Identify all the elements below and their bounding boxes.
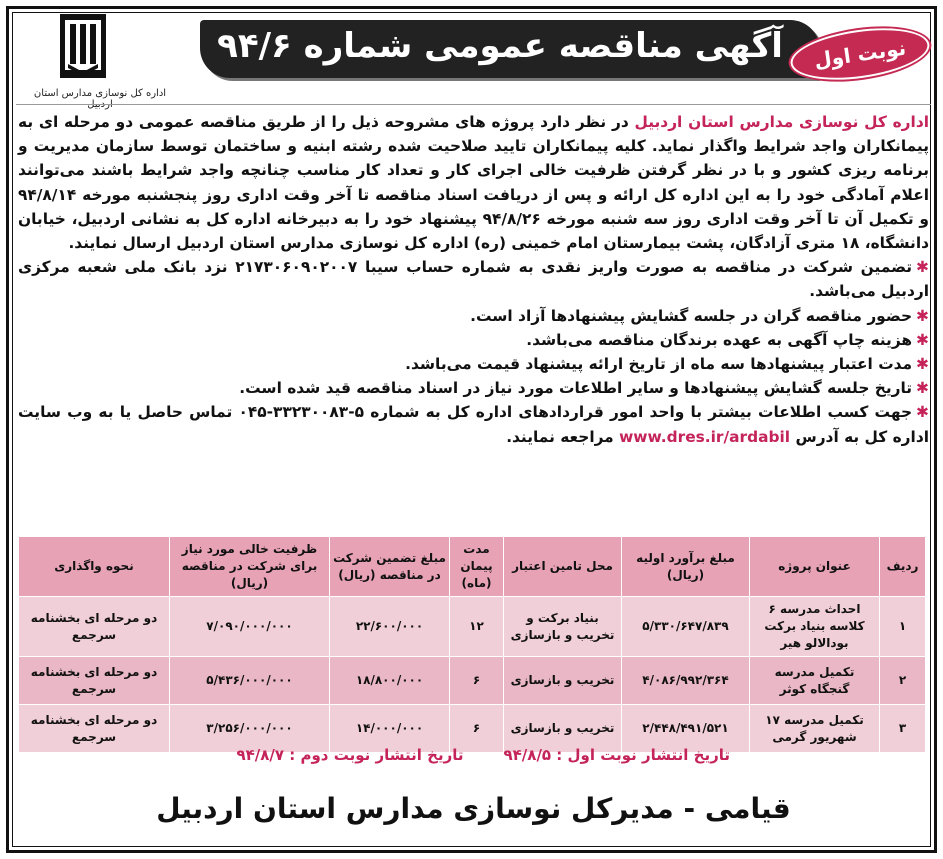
- organization-logo-icon: [60, 14, 106, 78]
- intro-org-name: اداره کل نوسازی مدارس استان اردبیل: [634, 113, 929, 131]
- bullet-item: [18, 304, 929, 328]
- table-cell: دو مرحله ای بخشنامه سرجمع: [19, 705, 170, 753]
- table-cell: تخریب و بازسازی: [504, 705, 622, 753]
- intro-text: در نظر دارد پروژه های مشروحه ذیل را از طریق مناقصه عمومی دو مرحله ای به پیمانکاران واجد شرایط واگذار نماید. کلیه پیمانکاران تایید صلاحیت شده رشته ابنیه و ساختمان توسط سازمان مدیریت و برنامه ریزی کشور و با در نظر گرفتن ظرفیت خالی اجرای کار و تعداد کار مناسب چنانچه واجد شرایط باشند می‌توانند اعلام آمادگی خود را به این اداره کل ارائه و پس از دریافت اسناد مناقصه تا آخر وقت اداری روز پنجشنبه مورخه ۹۴/۸/۱۴ و تکمیل آن تا آخر وقت اداری روز سه شنبه مورخه ۹۴/۸/۲۶ پیشنهاد خود را به دبیرخانه اداره کل به نشانی اردبیل، خیابان دانشگاه، ۱۸ متری آزادگان، پشت بیمارستان امام خمینی (ره) اداره کل نوسازی مدارس استان اردبیل ارسال نمایند.: [18, 113, 930, 253]
- bullet-icon: ✱: [916, 306, 929, 325]
- table-cell: ۲: [880, 657, 926, 705]
- bullet-item: [18, 255, 929, 303]
- table-cell: ۳/۲۵۶/۰۰۰/۰۰۰: [170, 705, 330, 753]
- first-publication-date: تاریخ انتشار نوبت اول : ۹۴/۸/۵: [503, 746, 730, 764]
- table-header-row: [19, 537, 926, 597]
- table-cell: ۲۲/۶۰۰/۰۰۰: [330, 597, 450, 657]
- bullet-icon: ✱: [916, 379, 929, 398]
- bullet-item: [18, 328, 929, 352]
- table-cell: ۶: [450, 657, 504, 705]
- website-link[interactable]: www.dres.ir/ardabil: [619, 427, 791, 446]
- column-header: محل تامین اعتبار: [504, 537, 622, 597]
- table-cell: ۲/۴۴۸/۴۹۱/۵۲۱: [622, 705, 750, 753]
- organization-name-small: اداره کل نوسازی مدارس استان اردبیل: [33, 88, 167, 110]
- table-cell: ۴/۰۸۶/۹۹۲/۳۶۴: [622, 657, 750, 705]
- column-header: مدت پیمان (ماه): [450, 537, 504, 597]
- second-publication-date: تاریخ انتشار نوبت دوم : ۹۴/۸/۷: [236, 746, 464, 764]
- projects-table: [18, 536, 926, 753]
- table-row: [19, 657, 926, 705]
- table-cell: ۳: [880, 705, 926, 753]
- column-header: مبلغ تضمین شرکت در مناقصه (ریال): [330, 537, 450, 597]
- bullet-text: مدت اعتبار پیشنهادها سه ماه از تاریخ ارائه پیشنهاد قیمت می‌باشد.: [405, 355, 913, 374]
- table-cell: ۱۲: [450, 597, 504, 657]
- column-header: ردیف: [880, 537, 926, 597]
- bullet-icon: ✱: [916, 355, 929, 374]
- page-title: آگهی مناقصه عمومی شماره ۹۴/۶: [217, 26, 783, 66]
- bullet-icon: ✱: [916, 403, 929, 422]
- header-divider: [16, 104, 931, 105]
- bullet-icon: ✱: [916, 330, 929, 349]
- contact-paragraph: [18, 400, 929, 448]
- contact-text-end: مراجعه نمایند.: [506, 427, 620, 446]
- table-cell: ۵/۴۳۶/۰۰۰/۰۰۰: [170, 657, 330, 705]
- table-cell: ۷/۰۹۰/۰۰۰/۰۰۰: [170, 597, 330, 657]
- table-cell: تکمیل مدرسه گنجگاه کوثر: [750, 657, 880, 705]
- table-cell: تکمیل مدرسه ۱۷ شهریور گرمی: [750, 705, 880, 753]
- bullet-icon: ✱: [916, 258, 929, 277]
- contact-text: جهت کسب اطلاعات بیشتر با واحد امور قراردادهای اداره کل به شماره ۵-۳۳۲۳۰۰۸۳-۰۴۵ تماس حاصل یا به وب سایت اداره کل به آدرس: [18, 403, 929, 446]
- column-header: ظرفیت خالی مورد نیاز برای شرکت در مناقصه (ریال): [170, 537, 330, 597]
- table-cell: احداث مدرسه ۶ کلاسه بنیاد برکت بودالالو هیر: [750, 597, 880, 657]
- table-cell: دو مرحله ای بخشنامه سرجمع: [19, 657, 170, 705]
- table-cell: ۱: [880, 597, 926, 657]
- bullet-item: [18, 352, 929, 376]
- edition-badge: نوبت اول: [787, 20, 932, 87]
- table-row: [19, 597, 926, 657]
- column-header: عنوان پروژه: [750, 537, 880, 597]
- intro-paragraph: [18, 110, 929, 255]
- column-header: مبلغ برآورد اولیه (ریال): [622, 537, 750, 597]
- bullet-text: تضمین شرکت در مناقصه به صورت واریز نقدی به شماره حساب سیبا ۲۱۷۳۰۶۰۹۰۲۰۰۷ نزد بانک ملی شعبه مرکزی اردبیل می‌باشد.: [18, 258, 929, 301]
- table-cell: ۱۸/۸۰۰/۰۰۰: [330, 657, 450, 705]
- table-cell: دو مرحله ای بخشنامه سرجمع: [19, 597, 170, 657]
- bullet-text: تاریخ جلسه گشایش پیشنهادها و سایر اطلاعات مورد نیاز در اسناد مناقصه قید شده است.: [239, 379, 913, 398]
- table-cell: ۶: [450, 705, 504, 753]
- table-cell: تخریب و بازسازی: [504, 657, 622, 705]
- publication-dates: [210, 746, 730, 764]
- table-cell: ۱۴/۰۰۰/۰۰۰: [330, 705, 450, 753]
- bullet-item: [18, 376, 929, 400]
- column-header: نحوه واگذاری: [19, 537, 170, 597]
- signature-footer: قیامی - مدیرکل نوسازی مدارس استان اردبیل: [156, 792, 791, 825]
- announcement-body: [18, 110, 929, 449]
- table-cell: بنیاد برکت و تخریب و بازسازی: [504, 597, 622, 657]
- bullet-text: حضور مناقصه گران در جلسه گشایش پیشنهادها آزاد است.: [470, 306, 913, 325]
- table-cell: ۵/۳۳۰/۶۴۷/۸۳۹: [622, 597, 750, 657]
- bullet-text: هزینه چاپ آگهی به عهده برندگان مناقصه می‌باشد.: [526, 330, 913, 349]
